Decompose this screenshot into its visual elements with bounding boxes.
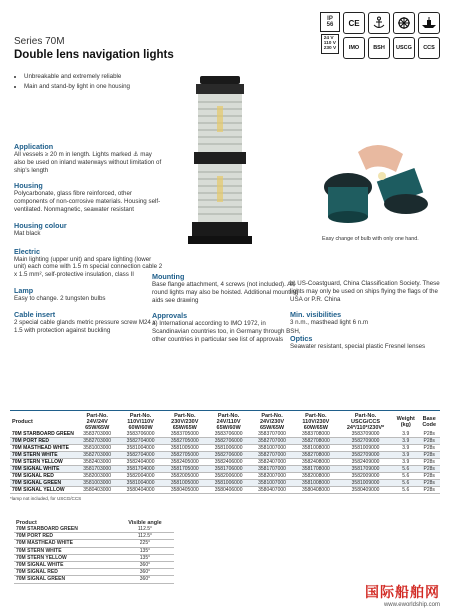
table-cell: 3582703000 xyxy=(76,452,119,459)
table-cell: 3582404000 xyxy=(119,459,163,466)
mid-specs xyxy=(152,272,302,344)
table-row xyxy=(10,459,440,466)
table-cell: 3582709000 xyxy=(338,452,393,459)
watermark-logo-text: 国际船舶网 xyxy=(365,584,440,600)
ip-rating-group xyxy=(320,12,340,54)
table-cell: 3581004000 xyxy=(119,445,163,452)
cable-insert-heading: Cable insert xyxy=(14,309,56,319)
table-cell: 3581008000 xyxy=(294,480,338,487)
marine-equipment-icon-svg xyxy=(421,17,437,29)
table-cell: 3581708000 xyxy=(294,466,338,473)
anchor-icon xyxy=(368,12,390,34)
table-cell: 3581006000 xyxy=(207,445,250,452)
wheelmark-icon xyxy=(393,12,415,34)
visibility-heading: Min. visibilities xyxy=(290,310,342,320)
table-cell: 5.6 xyxy=(393,466,418,473)
col-part-24-110: Part-No. 24V/110V 65W/60W xyxy=(216,413,241,431)
table-cell: 3580403000 xyxy=(76,487,119,494)
table-cell: 3582005000 xyxy=(163,473,207,480)
table-cell: P28s xyxy=(418,487,440,494)
col-part-uscg: Part-No. USCG/CCS 24*/110*/230V* xyxy=(346,413,385,431)
table-cell: 3580404000 xyxy=(119,487,163,494)
table-row xyxy=(14,576,174,583)
feature-list xyxy=(14,72,194,91)
table-cell: 3582403000 xyxy=(76,459,119,466)
table-row xyxy=(10,452,440,459)
col-part-110-230: Part-No. 110V/230V 60W/65W xyxy=(302,413,330,431)
product-table xyxy=(10,413,440,494)
table-row xyxy=(10,445,440,452)
table-cell: 3583708000 xyxy=(294,431,338,438)
badge-column-2 xyxy=(368,12,390,59)
uscg-badge: USCG xyxy=(393,37,415,59)
product-name-cell: 70M STERN YELLOW xyxy=(10,459,76,466)
application-text: All vessels ≥ 20 m in length. Lights marked ⚓ may also be used on inland waterways without limitation of ship's length xyxy=(14,151,162,174)
table-cell: 3582408000 xyxy=(294,459,338,466)
lamp-text: Easy to change. 2 tungsten bulbs xyxy=(14,294,106,302)
ce-badge: CE xyxy=(343,12,365,34)
voltage-item: 230 V xyxy=(323,46,337,52)
badge-column-4 xyxy=(418,12,440,59)
visibility-text: 3 n.m., masthead light 6 n.m xyxy=(290,319,369,327)
product-name-cell: 70M MASTHEAD WHITE xyxy=(10,445,76,452)
table-cell: 3582703000 xyxy=(76,438,119,445)
col-base-code: Base Code xyxy=(422,416,437,428)
table-cell: 3.9 xyxy=(393,438,418,445)
page-title: Double lens navigation lights xyxy=(14,49,174,61)
product-name-cell: 70M SIGNAL WHITE xyxy=(10,466,76,473)
table-cell: 3582004000 xyxy=(119,473,163,480)
table-cell: 3582409000 xyxy=(338,459,393,466)
table-cell: 3581008000 xyxy=(294,445,338,452)
table-cell: 3582709000 xyxy=(338,438,393,445)
badge-column-3 xyxy=(393,12,415,59)
table-row xyxy=(14,547,174,554)
table-cell: 3581006000 xyxy=(207,480,250,487)
angle-cell: 112.5° xyxy=(116,533,174,540)
bsh-badge: BSH xyxy=(368,37,390,59)
table-cell: 3582708000 xyxy=(294,452,338,459)
col-part-24-24: Part-No. 24V/24V 65W/65W xyxy=(85,413,110,431)
series-label: Series 70M xyxy=(14,36,65,47)
table-cell: P28s xyxy=(418,466,440,473)
table-cell: 3581706000 xyxy=(207,466,250,473)
housing-text: Polycarbonate, glass fibre reinforced, other components of non-corrosive materials. Housing self-ventilated. Nonmagnetic, seawater resistant xyxy=(14,190,161,213)
table-cell: P28s xyxy=(418,431,440,438)
table-cell: 3583709000 xyxy=(338,431,393,438)
table-cell: 3.9 xyxy=(393,431,418,438)
approvals-heading: Approvals xyxy=(152,311,188,321)
cable-insert-text: 2 special cable glands metric pressure screw M24 x 1.5 with protection against buckling xyxy=(14,318,156,334)
table-cell: 3582407000 xyxy=(250,459,293,466)
bulb-change-illustration xyxy=(318,132,436,232)
ip-label: IP xyxy=(327,16,333,22)
table-cell: 3583703000 xyxy=(76,431,119,438)
table-cell: 3581703000 xyxy=(76,466,119,473)
col-part-230-230: Part-No. 230V/230V 65W/65W xyxy=(171,413,199,431)
product-name-cell: 70M SIGNAL WHITE xyxy=(14,562,116,569)
table-cell: 3582009000 xyxy=(338,473,393,480)
table-footnote: *lamp not included, for USCG/CCS xyxy=(10,496,82,501)
product-name-cell: 70M STARBOARD GREEN xyxy=(12,431,74,437)
col-part-24-230: Part-No. 24V/230V 65W/65W xyxy=(259,413,285,431)
marine-equipment-icon xyxy=(418,12,440,34)
table-row xyxy=(10,466,440,473)
bulb-change-photo xyxy=(318,132,436,232)
table-row xyxy=(10,473,440,480)
table-cell: 3581003000 xyxy=(76,445,119,452)
angle-cell: 360° xyxy=(116,569,174,576)
angle-cell: 135° xyxy=(116,554,174,561)
product-table-header xyxy=(10,413,440,431)
table-cell: 3582704000 xyxy=(119,452,163,459)
table-row xyxy=(14,533,174,540)
application-heading: Application xyxy=(14,142,54,151)
table-cell: 3580409000 xyxy=(338,487,393,494)
table-cell: 3583707000 xyxy=(250,431,293,438)
product-name-cell: 70M SIGNAL RED xyxy=(10,473,76,480)
col-part-110-110: Part-No. 110V/110V 60W/60W xyxy=(127,413,154,431)
voltage-item: 24 V xyxy=(323,36,334,41)
table-cell: 3582707000 xyxy=(250,438,293,445)
watermark-url: www.eworldship.com xyxy=(383,602,440,608)
housing-colour-text: Mat black xyxy=(14,229,41,237)
col-weight: Weight (kg) xyxy=(396,416,415,428)
imo-badge: IMO xyxy=(343,37,365,59)
product-name-cell: 70M PORT RED xyxy=(14,533,116,540)
table-cell: 3580408000 xyxy=(294,487,338,494)
photo-caption: Easy change of bulb with only one hand. xyxy=(322,236,419,242)
table-cell: 3580405000 xyxy=(163,487,207,494)
visible-angle-table xyxy=(14,520,174,584)
mounting-text: Base flange attachment, 4 screws (not included). All-round lights may also be hoisted. Additional mounting aids see drawing xyxy=(152,281,299,304)
table-cell: 3582003000 xyxy=(76,473,119,480)
table-row xyxy=(14,554,174,561)
optics-text: Seawater resistant, special plastic Fresnel lenses xyxy=(290,343,426,351)
lantern-photo xyxy=(180,76,260,261)
table-cell: P28s xyxy=(418,452,440,459)
left-specs xyxy=(14,142,164,334)
ip-rating-badge xyxy=(320,12,340,32)
table-cell: 3582008000 xyxy=(294,473,338,480)
table-cell: 3582007000 xyxy=(250,473,293,480)
electric-heading: Electric xyxy=(14,246,40,256)
table-cell: 3582705000 xyxy=(163,452,207,459)
visible-angle-table-wrap xyxy=(14,520,174,584)
table-cell: 3582704000 xyxy=(119,438,163,445)
table-cell: 3581007000 xyxy=(250,480,293,487)
anchor-icon-svg xyxy=(372,16,386,30)
electric-text: Main lighting (upper unit) and spare lighting (lower unit) each come with 1.5 m special connection cable 2 x 1.5 mm², self-protective insulation, class II xyxy=(14,255,163,279)
certification-badges xyxy=(320,12,440,59)
table-cell: 3581009000 xyxy=(338,480,393,487)
table-cell: 3582405000 xyxy=(163,459,207,466)
table-cell: 3581709000 xyxy=(338,466,393,473)
angle-cell: 360° xyxy=(116,562,174,569)
ccs-badge: CCS xyxy=(418,37,440,59)
voltage-item: 110 V xyxy=(323,41,336,47)
angle-cell: 360° xyxy=(116,576,174,583)
table-cell: 3581005000 xyxy=(163,480,207,487)
product-name-cell: 70M SIGNAL RED xyxy=(14,569,116,576)
table-cell: 3.9 xyxy=(393,452,418,459)
table-cell: 3581003000 xyxy=(76,480,119,487)
table-cell: 3.9 xyxy=(393,445,418,452)
table-cell: 3581704000 xyxy=(119,466,163,473)
table-cell: 3582705000 xyxy=(163,438,207,445)
wheelmark-icon-svg xyxy=(397,16,411,30)
product-name-cell: 70M STERN WHITE xyxy=(10,452,76,459)
table-row xyxy=(14,569,174,576)
table-cell: 3583706000 xyxy=(207,431,250,438)
feature-item: • Unbreakable and extremely reliable xyxy=(24,72,194,82)
visible-table-body xyxy=(14,526,174,583)
housing-heading: Housing xyxy=(14,181,43,191)
optics-heading: Optics xyxy=(290,334,313,344)
table-cell: P28s xyxy=(418,480,440,487)
uscg-approval-text: b) US-Coastguard, China Classification Society. These lights may only be used on ships flying the flags of the USA or P.R. China xyxy=(290,280,440,303)
table-cell: 3582708000 xyxy=(294,438,338,445)
table-cell: 3.9 xyxy=(393,459,418,466)
table-cell: 5.6 xyxy=(393,487,418,494)
table-cell: 3581004000 xyxy=(119,480,163,487)
product-name-cell: 70M STERN WHITE xyxy=(14,547,116,554)
table-row xyxy=(14,540,174,547)
table-cell: 5.6 xyxy=(393,480,418,487)
col-vis-angle: Visible angle xyxy=(128,520,162,526)
product-name-cell: 70M SIGNAL YELLOW xyxy=(10,487,76,494)
table-cell: 3582706000 xyxy=(207,452,250,459)
table-cell: P28s xyxy=(418,459,440,466)
table-row xyxy=(14,526,174,533)
mounting-heading: Mounting xyxy=(152,272,185,281)
table-cell: 3582706000 xyxy=(207,438,250,445)
table-cell: 3581005000 xyxy=(163,445,207,452)
col-vis-product: Product xyxy=(16,520,37,526)
table-row xyxy=(10,480,440,487)
col-product: Product xyxy=(12,419,33,425)
table-row xyxy=(10,438,440,445)
table-cell: 3582707000 xyxy=(250,452,293,459)
product-name-cell: 70M SIGNAL GREEN xyxy=(10,480,76,487)
table-cell: 3581707000 xyxy=(250,466,293,473)
table-row xyxy=(10,487,440,494)
table-top-rule xyxy=(10,410,440,411)
watermark xyxy=(365,582,440,608)
product-table-body xyxy=(10,431,440,494)
table-cell: 3582006000 xyxy=(207,473,250,480)
table-cell: 3582406000 xyxy=(207,459,250,466)
angle-cell: 112.5° xyxy=(116,526,174,533)
approvals-text: a) International according to IMO 1972, in Scandinavian countries too, in Germany through BSH, other countries in particular see list of approvals xyxy=(152,320,301,343)
table-cell: P28s xyxy=(418,445,440,452)
table-cell: P28s xyxy=(418,438,440,445)
lantern-illustration xyxy=(180,76,260,256)
ip-value: 56 xyxy=(326,22,334,28)
product-name-cell: 70M PORT RED xyxy=(10,438,76,445)
table-cell: P28s xyxy=(418,473,440,480)
angle-cell: 225° xyxy=(116,540,174,547)
table-cell: 5.6 xyxy=(393,473,418,480)
product-table-wrap xyxy=(10,413,440,501)
angle-cell: 135° xyxy=(116,547,174,554)
housing-colour-heading: Housing colour xyxy=(14,220,67,230)
table-cell: 3581705000 xyxy=(163,466,207,473)
table-row xyxy=(14,562,174,569)
product-name-cell: 70M MASTHEAD WHITE xyxy=(14,540,116,547)
product-name-cell: 70M STARBOARD GREEN xyxy=(14,526,116,533)
product-name-cell: 70M STERN YELLOW xyxy=(14,554,116,561)
table-cell: 3581009000 xyxy=(338,445,393,452)
product-name-cell: 70M SIGNAL GREEN xyxy=(14,576,116,583)
table-cell: 3581007000 xyxy=(250,445,293,452)
lamp-heading: Lamp xyxy=(14,285,34,295)
table-cell: 3583705000 xyxy=(163,431,207,438)
voltage-list xyxy=(321,34,340,54)
table-cell: 3580406000 xyxy=(207,487,250,494)
table-cell: 3580407000 xyxy=(250,487,293,494)
right-specs xyxy=(290,280,440,351)
badge-column-1 xyxy=(343,12,365,59)
feature-item: • Main and stand-by light in one housing xyxy=(24,82,194,92)
table-cell: 3583706000 xyxy=(119,431,163,438)
